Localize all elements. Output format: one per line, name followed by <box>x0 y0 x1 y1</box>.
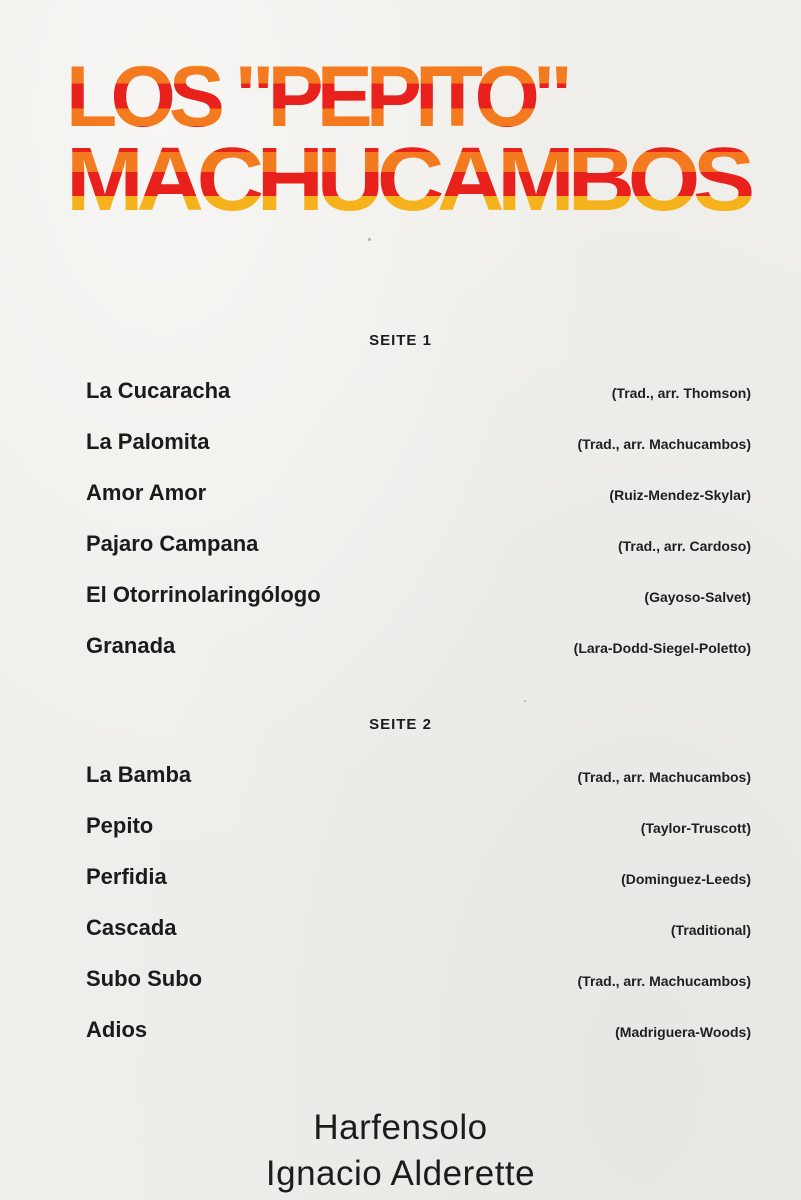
track-row <box>86 480 751 531</box>
track-row <box>86 915 751 966</box>
paper-speck <box>368 238 371 241</box>
footer-harp-solo: Harfensolo <box>313 1108 488 1147</box>
track-title: Granada <box>86 633 176 658</box>
track-title: La Palomita <box>86 429 210 454</box>
logo-line-2: MACHUCAMBOS <box>66 130 753 220</box>
track-title: Adios <box>86 1017 148 1042</box>
footer-artist-name: Ignacio Alderette <box>265 1154 536 1193</box>
track-credit: (Taylor-Truscott) <box>640 820 751 836</box>
track-row <box>86 762 751 813</box>
track-row <box>86 813 751 864</box>
track-row <box>86 378 751 429</box>
track-credit: (Traditional) <box>670 922 751 938</box>
track-row <box>86 1017 751 1068</box>
paper-speck <box>524 700 526 702</box>
track-row <box>86 429 751 480</box>
side-1-tracklist <box>86 378 751 684</box>
track-row <box>86 633 751 684</box>
track-title: Pajaro Campana <box>86 531 259 556</box>
side-2-tracklist <box>86 762 751 1068</box>
track-title: Amor Amor <box>86 480 207 505</box>
track-row <box>86 864 751 915</box>
track-title: Perfidia <box>86 864 167 889</box>
track-credit: (Trad., arr. Machucambos) <box>577 436 751 452</box>
track-title: Cascada <box>86 915 177 940</box>
side-1-heading: SEITE 1 <box>369 332 432 349</box>
band-logo-graphic <box>66 50 756 220</box>
track-credit: (Dominguez-Leeds) <box>621 871 751 887</box>
logo-line-1: LOS "PEPITO" <box>66 50 569 145</box>
track-row <box>86 582 751 633</box>
track-title: Subo Subo <box>86 966 203 991</box>
track-title: El Otorrinolaringólogo <box>86 582 321 607</box>
track-credit: (Trad., arr. Thomson) <box>611 385 751 401</box>
track-credit: (Trad., arr. Machucambos) <box>577 973 751 989</box>
track-credit: (Trad., arr. Machucambos) <box>577 769 751 785</box>
track-title: La Cucaracha <box>86 378 231 403</box>
track-credit: (Trad., arr. Cardoso) <box>617 538 751 554</box>
track-row <box>86 966 751 1017</box>
side-2-heading: SEITE 2 <box>369 716 432 733</box>
track-credit: (Lara-Dodd-Siegel-Poletto) <box>573 640 751 656</box>
track-credit: (Ruiz-Mendez-Skylar) <box>609 487 751 503</box>
band-logo <box>66 50 756 220</box>
track-row <box>86 531 751 582</box>
track-title: Pepito <box>86 813 154 838</box>
track-credit: (Madriguera-Woods) <box>615 1024 751 1040</box>
track-credit: (Gayoso-Salvet) <box>644 589 751 605</box>
track-title: La Bamba <box>86 762 192 787</box>
